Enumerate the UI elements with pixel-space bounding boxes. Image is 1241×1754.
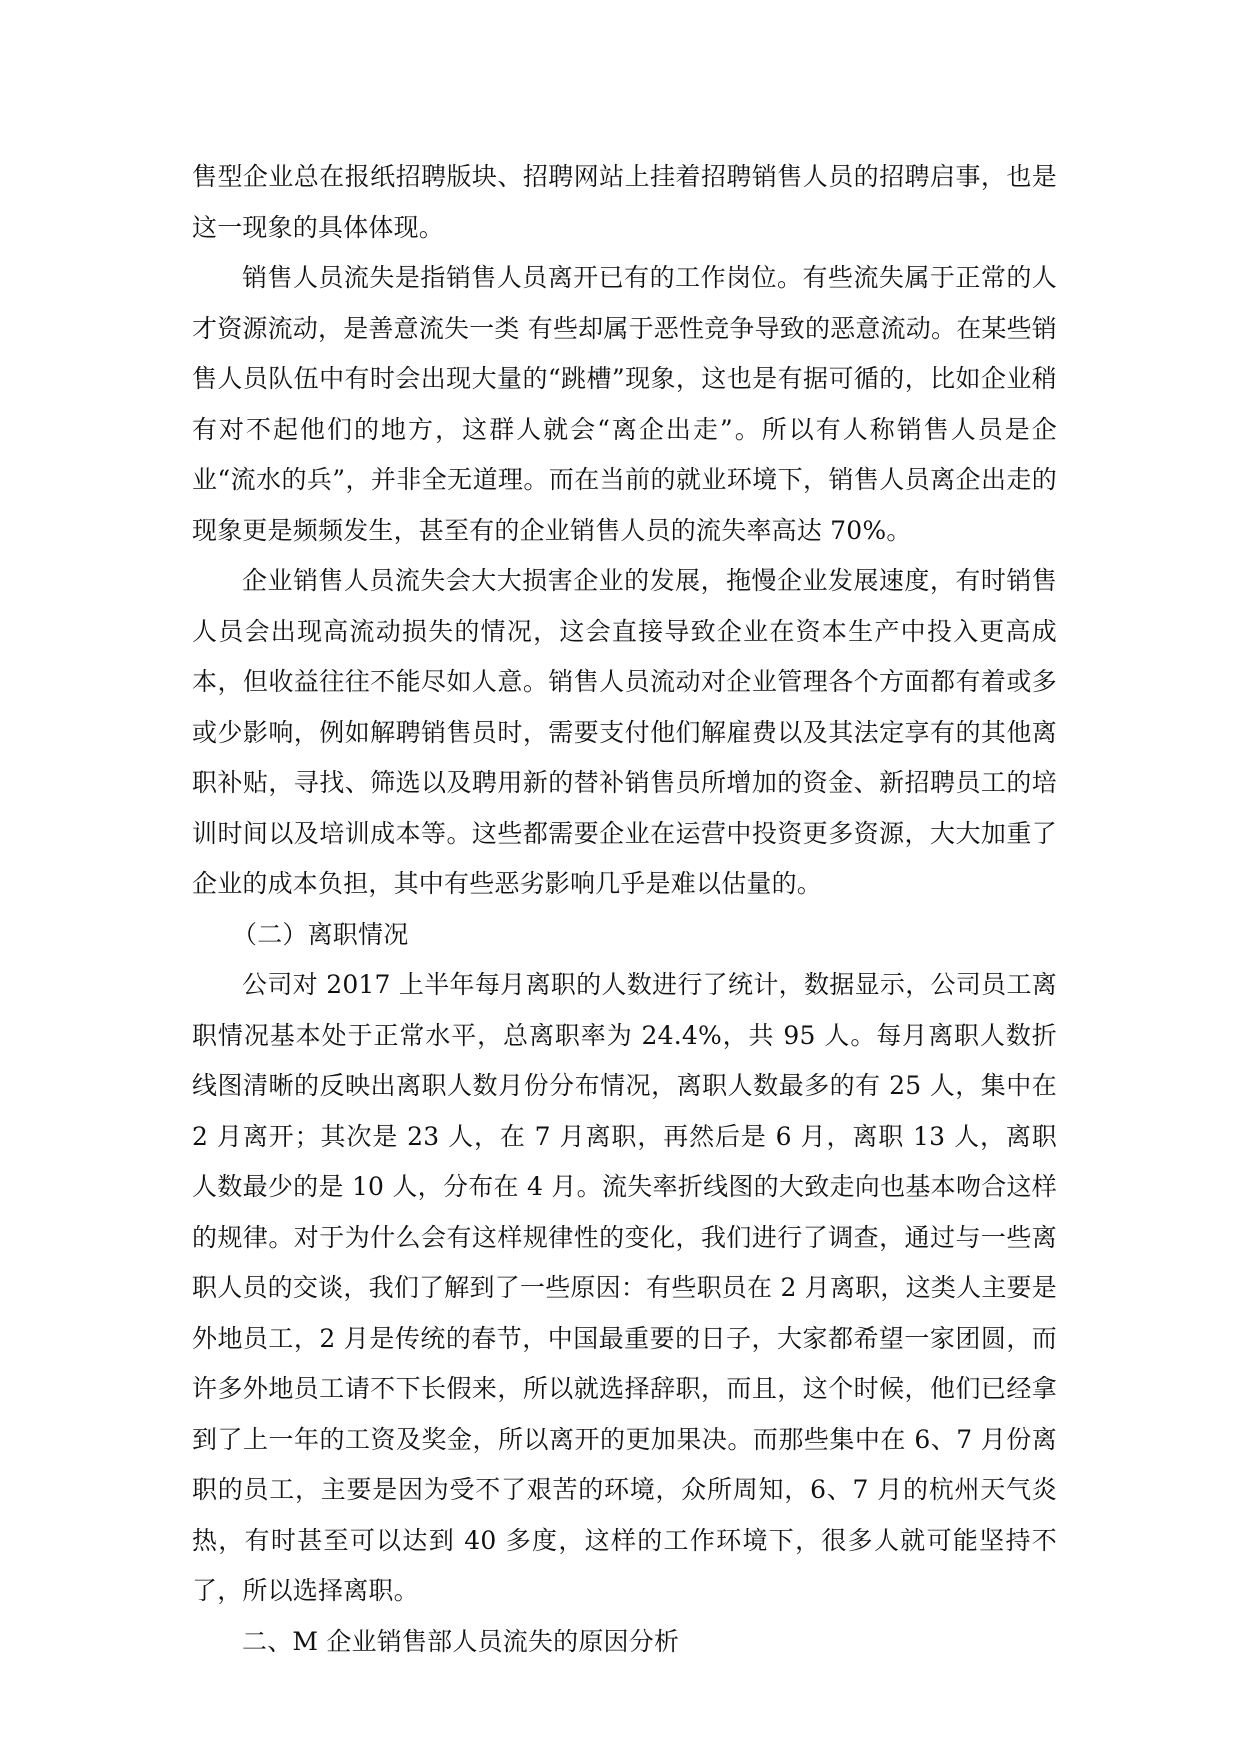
paragraph-continuation: 售型企业总在报纸招聘版块、招聘网站上挂着招聘销售人员的招聘启事，也是这一现象的具体体现。 <box>192 162 1057 242</box>
document-body <box>192 152 1057 1667</box>
paragraph-resignation-statistics: 公司对 2017 上半年每月离职的人数进行了统计，数据显示，公司员工离职情况基本处于正常水平，总离职率为 24.4%，共 95 人。每月离职人数折线图清晰的反映出离职人数月份分布情况，离职人数最多的有 25 人，集中在 2 月离开；其次是 23 人，在 7 月离职，再然后是 6 月，离职 13 人，离职人数最少的是 10 人，分布在 4 月。流失率折线图的大致走向也基本吻合这样的规律。对于为什么会有这样规律性的变化，我们进行了调查，通过与一些离职人员的交谈，我们了解到了一些原因：有些职员在 2 月离职，这类人主要是外地员工，2 月是传统的春节，中国最重要的日子，大家都希望一家团圆，而许多外地员工请不下长假来，所以就选择辞职，而且，这个时候，他们已经拿到了上一年的工资及奖金，所以离开的更加果决。而那些集中在 6、7 月份离职的员工，主要是因为受不了艰苦的环境，众所周知，6、7 月的杭州天气炎热，有时甚至可以达到 40 多度，这样的工作环境下，很多人就可能坚持不了，所以选择离职。 <box>192 970 1057 1605</box>
paragraph-sales-turnover-definition: 销售人员流失是指销售人员离开已有的工作岗位。有些流失属于正常的人才资源流动，是善意流失一类 有些却属于恶性竞争导致的恶意流动。在某些销售人员队伍中有时会出现大量的“跳槽”现象，这也是有据可循的，比如企业稍有对不起他们的地方，这群人就会“离企出走”。所以有人称销售人员是企业“流水的兵”，并非全无道理。而在当前的就业环境下，销售人员离企出走的现象更是频频发生，甚至有的企业销售人员的流失率高达 70%。 <box>192 263 1057 545</box>
paragraph-turnover-impact: 企业销售人员流失会大大损害企业的发展，拖慢企业发展速度，有时销售人员会出现高流动损失的情况，这会直接导致企业在资本生产中投入更高成本，但收益往往不能尽如人意。销售人员流动对企业管理各个方面都有着或多或少影响，例如解聘销售员时，需要支付他们解雇费以及其法定享有的其他离职补贴，寻找、筛选以及聘用新的替补销售员所增加的资金、新招聘员工的培训时间以及培训成本等。这些都需要企业在运营中投资更多资源，大大加重了企业的成本负担，其中有些恶劣影响几乎是难以估量的。 <box>192 566 1057 898</box>
section-heading-resignation: （二）离职情况 <box>232 919 409 949</box>
section-heading-cause-analysis: 二、M 企业销售部人员流失的原因分析 <box>242 1626 680 1656</box>
